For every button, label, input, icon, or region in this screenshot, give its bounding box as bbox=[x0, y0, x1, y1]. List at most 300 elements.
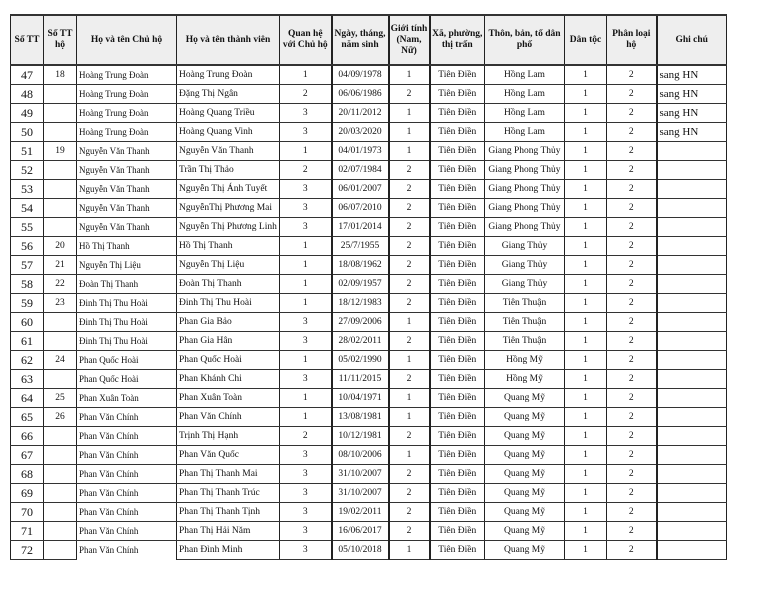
cell-so-tt-ho bbox=[44, 522, 77, 541]
cell-ghi-chu bbox=[657, 237, 727, 256]
cell-thanh-vien: Nguyễn Thị Phương Linh bbox=[177, 218, 280, 237]
cell-phan-loai: 2 bbox=[607, 313, 657, 332]
table-row bbox=[11, 237, 727, 256]
table-row bbox=[11, 313, 727, 332]
cell-xa-phuong: Tiên Điền bbox=[430, 65, 485, 85]
cell-ghi-chu bbox=[657, 446, 727, 465]
cell-gioi-tinh: 2 bbox=[389, 370, 430, 389]
cell-so-tt: 60 bbox=[11, 313, 44, 332]
cell-ghi-chu bbox=[657, 503, 727, 522]
cell-xa-phuong: Tiên Điền bbox=[430, 351, 485, 370]
cell-ngay-sinh: 02/07/1984 bbox=[332, 161, 389, 180]
cell-thanh-vien: Hoàng Trung Đoàn bbox=[177, 65, 280, 85]
cell-thon-ban: Hồng Mỹ bbox=[485, 351, 565, 370]
cell-quan-he: 3 bbox=[280, 522, 332, 541]
table-row bbox=[11, 332, 727, 351]
cell-so-tt: 70 bbox=[11, 503, 44, 522]
cell-so-tt: 47 bbox=[11, 65, 44, 85]
cell-gioi-tinh: 2 bbox=[389, 256, 430, 275]
cell-dan-toc: 1 bbox=[565, 123, 607, 142]
header-chu-ho: Họ và tên Chủ hộ bbox=[77, 15, 177, 65]
cell-ngay-sinh: 20/03/2020 bbox=[332, 123, 389, 142]
cell-so-tt: 50 bbox=[11, 123, 44, 142]
cell-quan-he: 2 bbox=[280, 85, 332, 104]
cell-thon-ban: Giang Phong Thủy bbox=[485, 142, 565, 161]
cell-chu-ho: Nguyễn Văn Thanh bbox=[77, 142, 177, 161]
cell-phan-loai: 2 bbox=[607, 180, 657, 199]
cell-thon-ban: Quang Mỹ bbox=[485, 465, 565, 484]
cell-ghi-chu bbox=[657, 427, 727, 446]
cell-thanh-vien: Nguyễn Thị Liệu bbox=[177, 256, 280, 275]
cell-ngay-sinh: 08/10/2006 bbox=[332, 446, 389, 465]
cell-so-tt: 69 bbox=[11, 484, 44, 503]
cell-so-tt-ho bbox=[44, 484, 77, 503]
cell-so-tt-ho bbox=[44, 85, 77, 104]
cell-thon-ban: Giang Phong Thủy bbox=[485, 218, 565, 237]
cell-ghi-chu bbox=[657, 313, 727, 332]
cell-so-tt: 67 bbox=[11, 446, 44, 465]
table-row bbox=[11, 199, 727, 218]
cell-thon-ban: Giang Phong Thủy bbox=[485, 199, 565, 218]
cell-so-tt-ho bbox=[44, 199, 77, 218]
cell-so-tt-ho bbox=[44, 503, 77, 522]
cell-xa-phuong: Tiên Điền bbox=[430, 541, 485, 560]
cell-ghi-chu bbox=[657, 465, 727, 484]
cell-phan-loai: 2 bbox=[607, 161, 657, 180]
table-row bbox=[11, 180, 727, 199]
cell-quan-he: 1 bbox=[280, 294, 332, 313]
cell-so-tt: 66 bbox=[11, 427, 44, 446]
cell-xa-phuong: Tiên Điền bbox=[430, 503, 485, 522]
cell-so-tt: 72 bbox=[11, 541, 44, 560]
cell-gioi-tinh: 1 bbox=[389, 104, 430, 123]
table-row bbox=[11, 161, 727, 180]
cell-quan-he: 3 bbox=[280, 503, 332, 522]
cell-phan-loai: 2 bbox=[607, 522, 657, 541]
cell-dan-toc: 1 bbox=[565, 180, 607, 199]
header-thon-ban: Thôn, bản, tổ dân phố bbox=[485, 15, 565, 65]
cell-thon-ban: Giang Thủy bbox=[485, 275, 565, 294]
cell-quan-he: 3 bbox=[280, 123, 332, 142]
cell-ngay-sinh: 25/7/1955 bbox=[332, 237, 389, 256]
cell-phan-loai: 2 bbox=[607, 275, 657, 294]
cell-dan-toc: 1 bbox=[565, 427, 607, 446]
cell-chu-ho: Phan Văn Chính bbox=[77, 465, 177, 484]
cell-so-tt-ho: 19 bbox=[44, 142, 77, 161]
cell-thanh-vien: Nguyễn Văn Thanh bbox=[177, 142, 280, 161]
cell-ngay-sinh: 06/07/2010 bbox=[332, 199, 389, 218]
cell-xa-phuong: Tiên Điền bbox=[430, 237, 485, 256]
cell-ngay-sinh: 04/01/1973 bbox=[332, 142, 389, 161]
table-row bbox=[11, 389, 727, 408]
cell-thanh-vien: NguyễnThị Phương Mai bbox=[177, 199, 280, 218]
cell-so-tt: 65 bbox=[11, 408, 44, 427]
cell-chu-ho: Nguyễn Văn Thanh bbox=[77, 161, 177, 180]
cell-so-tt-ho bbox=[44, 446, 77, 465]
cell-phan-loai: 2 bbox=[607, 389, 657, 408]
cell-dan-toc: 1 bbox=[565, 237, 607, 256]
cell-gioi-tinh: 2 bbox=[389, 180, 430, 199]
cell-ghi-chu bbox=[657, 332, 727, 351]
cell-thon-ban: Hồng Lam bbox=[485, 65, 565, 85]
table-row bbox=[11, 85, 727, 104]
cell-ngay-sinh: 05/02/1990 bbox=[332, 351, 389, 370]
cell-xa-phuong: Tiên Điền bbox=[430, 123, 485, 142]
cell-dan-toc: 1 bbox=[565, 446, 607, 465]
table-row bbox=[11, 275, 727, 294]
cell-ngay-sinh: 20/11/2012 bbox=[332, 104, 389, 123]
cell-thanh-vien: Phan Văn Chính bbox=[177, 408, 280, 427]
cell-ghi-chu bbox=[657, 484, 727, 503]
cell-so-tt-ho bbox=[44, 104, 77, 123]
cell-dan-toc: 1 bbox=[565, 275, 607, 294]
cell-dan-toc: 1 bbox=[565, 465, 607, 484]
cell-dan-toc: 1 bbox=[565, 85, 607, 104]
cell-dan-toc: 1 bbox=[565, 522, 607, 541]
cell-thanh-vien: Phan Quốc Hoài bbox=[177, 351, 280, 370]
cell-so-tt-ho: 23 bbox=[44, 294, 77, 313]
header-quan-he: Quan hệ với Chủ hộ bbox=[280, 15, 332, 65]
cell-so-tt-ho bbox=[44, 541, 77, 560]
table-row bbox=[11, 446, 727, 465]
cell-phan-loai: 2 bbox=[607, 237, 657, 256]
cell-so-tt: 55 bbox=[11, 218, 44, 237]
table-row bbox=[11, 123, 727, 142]
cell-thanh-vien: Đặng Thị Ngân bbox=[177, 85, 280, 104]
cell-dan-toc: 1 bbox=[565, 351, 607, 370]
table-row bbox=[11, 142, 727, 161]
cell-chu-ho: Nguyễn Văn Thanh bbox=[77, 180, 177, 199]
cell-dan-toc: 1 bbox=[565, 332, 607, 351]
cell-gioi-tinh: 2 bbox=[389, 161, 430, 180]
cell-gioi-tinh: 2 bbox=[389, 237, 430, 256]
cell-thon-ban: Quang Mỹ bbox=[485, 446, 565, 465]
cell-xa-phuong: Tiên Điền bbox=[430, 389, 485, 408]
cell-ghi-chu bbox=[657, 218, 727, 237]
cell-ghi-chu bbox=[657, 256, 727, 275]
cell-quan-he: 1 bbox=[280, 65, 332, 85]
cell-so-tt-ho bbox=[44, 180, 77, 199]
cell-ngay-sinh: 16/06/2017 bbox=[332, 522, 389, 541]
cell-so-tt-ho: 20 bbox=[44, 237, 77, 256]
cell-gioi-tinh: 2 bbox=[389, 275, 430, 294]
header-ghi-chu: Ghi chú bbox=[657, 15, 727, 65]
cell-thanh-vien: Hồ Thị Thanh bbox=[177, 237, 280, 256]
cell-xa-phuong: Tiên Điền bbox=[430, 484, 485, 503]
cell-phan-loai: 2 bbox=[607, 446, 657, 465]
cell-thon-ban: Quang Mỹ bbox=[485, 389, 565, 408]
cell-chu-ho: Hồ Thị Thanh bbox=[77, 237, 177, 256]
cell-ngay-sinh: 10/04/1971 bbox=[332, 389, 389, 408]
cell-thanh-vien: Phan Gia Bảo bbox=[177, 313, 280, 332]
cell-phan-loai: 2 bbox=[607, 123, 657, 142]
cell-ghi-chu bbox=[657, 541, 727, 560]
cell-ngay-sinh: 02/09/1957 bbox=[332, 275, 389, 294]
cell-gioi-tinh: 1 bbox=[389, 446, 430, 465]
cell-thon-ban: Hồng Lam bbox=[485, 104, 565, 123]
cell-ngay-sinh: 05/10/2018 bbox=[332, 541, 389, 560]
cell-chu-ho: Nguyễn Văn Thanh bbox=[77, 199, 177, 218]
cell-chu-ho: Phan Văn Chính bbox=[77, 408, 177, 427]
cell-thon-ban: Hồng Mỹ bbox=[485, 370, 565, 389]
cell-quan-he: 3 bbox=[280, 180, 332, 199]
cell-thanh-vien: Phan Đình Minh bbox=[177, 541, 280, 560]
cell-so-tt-ho: 26 bbox=[44, 408, 77, 427]
header-so-tt-ho: Số TT hộ bbox=[44, 15, 77, 65]
cell-xa-phuong: Tiên Điền bbox=[430, 522, 485, 541]
cell-thon-ban: Quang Mỹ bbox=[485, 484, 565, 503]
cell-chu-ho: Phan Quốc Hoài bbox=[77, 370, 177, 389]
cell-ngay-sinh: 31/10/2007 bbox=[332, 484, 389, 503]
cell-so-tt-ho bbox=[44, 370, 77, 389]
cell-gioi-tinh: 2 bbox=[389, 503, 430, 522]
cell-thon-ban: Giang Phong Thủy bbox=[485, 161, 565, 180]
table-row bbox=[11, 294, 727, 313]
cell-gioi-tinh: 1 bbox=[389, 541, 430, 560]
cell-xa-phuong: Tiên Điền bbox=[430, 199, 485, 218]
cell-thanh-vien: Phan Thị Thanh Trúc bbox=[177, 484, 280, 503]
cell-ngay-sinh: 28/02/2011 bbox=[332, 332, 389, 351]
cell-ghi-chu bbox=[657, 389, 727, 408]
cell-ngay-sinh: 04/09/1978 bbox=[332, 65, 389, 85]
cell-dan-toc: 1 bbox=[565, 104, 607, 123]
table-row bbox=[11, 351, 727, 370]
cell-thon-ban: Tiên Thuận bbox=[485, 332, 565, 351]
cell-gioi-tinh: 2 bbox=[389, 465, 430, 484]
cell-gioi-tinh: 2 bbox=[389, 85, 430, 104]
cell-thon-ban: Quang Mỹ bbox=[485, 522, 565, 541]
cell-gioi-tinh: 1 bbox=[389, 313, 430, 332]
cell-thon-ban: Tiên Thuận bbox=[485, 294, 565, 313]
cell-chu-ho: Hoàng Trung Đoàn bbox=[77, 65, 177, 85]
cell-ghi-chu bbox=[657, 275, 727, 294]
cell-phan-loai: 2 bbox=[607, 370, 657, 389]
cell-so-tt-ho bbox=[44, 218, 77, 237]
cell-chu-ho: Nguyễn Thị Liệu bbox=[77, 256, 177, 275]
cell-gioi-tinh: 1 bbox=[389, 123, 430, 142]
cell-gioi-tinh: 1 bbox=[389, 65, 430, 85]
cell-so-tt: 62 bbox=[11, 351, 44, 370]
cell-quan-he: 1 bbox=[280, 351, 332, 370]
cell-so-tt-ho: 22 bbox=[44, 275, 77, 294]
table-row bbox=[11, 522, 727, 541]
cell-chu-ho: Hoàng Trung Đoàn bbox=[77, 85, 177, 104]
cell-chu-ho: Phan Văn Chính bbox=[77, 522, 177, 541]
cell-quan-he: 1 bbox=[280, 275, 332, 294]
cell-dan-toc: 1 bbox=[565, 484, 607, 503]
cell-dan-toc: 1 bbox=[565, 408, 607, 427]
header-so-tt: Số TT bbox=[11, 15, 44, 65]
cell-ghi-chu bbox=[657, 142, 727, 161]
cell-ghi-chu bbox=[657, 199, 727, 218]
cell-chu-ho: Đinh Thị Thu Hoài bbox=[77, 294, 177, 313]
cell-so-tt: 63 bbox=[11, 370, 44, 389]
table-row bbox=[11, 503, 727, 522]
cell-phan-loai: 2 bbox=[607, 294, 657, 313]
cell-xa-phuong: Tiên Điền bbox=[430, 446, 485, 465]
table-row bbox=[11, 484, 727, 503]
cell-xa-phuong: Tiên Điền bbox=[430, 85, 485, 104]
cell-thanh-vien: Phan Thị Thanh Mai bbox=[177, 465, 280, 484]
household-member-table bbox=[10, 14, 727, 560]
cell-so-tt: 59 bbox=[11, 294, 44, 313]
cell-phan-loai: 2 bbox=[607, 65, 657, 85]
cell-quan-he: 1 bbox=[280, 237, 332, 256]
cell-phan-loai: 2 bbox=[607, 142, 657, 161]
cell-chu-ho: Đinh Thị Thu Hoài bbox=[77, 332, 177, 351]
cell-ngay-sinh: 18/12/1983 bbox=[332, 294, 389, 313]
cell-chu-ho: Phan Văn Chính bbox=[77, 484, 177, 503]
cell-chu-ho: Đoàn Thị Thanh bbox=[77, 275, 177, 294]
cell-thanh-vien: Phan Gia Hân bbox=[177, 332, 280, 351]
cell-chu-ho: Phan Quốc Hoài bbox=[77, 351, 177, 370]
cell-so-tt: 51 bbox=[11, 142, 44, 161]
cell-thanh-vien: Phan Thị Hải Năm bbox=[177, 522, 280, 541]
cell-quan-he: 3 bbox=[280, 104, 332, 123]
cell-so-tt: 56 bbox=[11, 237, 44, 256]
cell-phan-loai: 2 bbox=[607, 218, 657, 237]
cell-thanh-vien: Hoàng Quang Triều bbox=[177, 104, 280, 123]
cell-quan-he: 1 bbox=[280, 389, 332, 408]
cell-ngay-sinh: 06/01/2007 bbox=[332, 180, 389, 199]
cell-so-tt: 52 bbox=[11, 161, 44, 180]
cell-gioi-tinh: 2 bbox=[389, 484, 430, 503]
cell-thon-ban: Giang Thủy bbox=[485, 237, 565, 256]
cell-ghi-chu bbox=[657, 408, 727, 427]
cell-quan-he: 3 bbox=[280, 541, 332, 560]
cell-phan-loai: 2 bbox=[607, 104, 657, 123]
cell-thanh-vien: Đinh Thị Thu Hoài bbox=[177, 294, 280, 313]
cell-xa-phuong: Tiên Điền bbox=[430, 465, 485, 484]
cell-thon-ban: Giang Thủy bbox=[485, 256, 565, 275]
cell-quan-he: 3 bbox=[280, 313, 332, 332]
cell-dan-toc: 1 bbox=[565, 503, 607, 522]
cell-xa-phuong: Tiên Điền bbox=[430, 275, 485, 294]
cell-quan-he: 1 bbox=[280, 142, 332, 161]
cell-so-tt: 71 bbox=[11, 522, 44, 541]
table-row bbox=[11, 465, 727, 484]
cell-quan-he: 3 bbox=[280, 332, 332, 351]
cell-ngay-sinh: 17/01/2014 bbox=[332, 218, 389, 237]
cell-thon-ban: Quang Mỹ bbox=[485, 503, 565, 522]
cell-quan-he: 1 bbox=[280, 408, 332, 427]
cell-so-tt: 49 bbox=[11, 104, 44, 123]
cell-phan-loai: 2 bbox=[607, 85, 657, 104]
cell-chu-ho: Phan Văn Chính bbox=[77, 541, 177, 560]
header-gioi-tinh: Giới tính (Nam, Nữ) bbox=[389, 15, 430, 65]
table-row bbox=[11, 541, 727, 560]
cell-phan-loai: 2 bbox=[607, 484, 657, 503]
cell-xa-phuong: Tiên Điền bbox=[430, 161, 485, 180]
cell-so-tt: 57 bbox=[11, 256, 44, 275]
cell-so-tt: 58 bbox=[11, 275, 44, 294]
table-row bbox=[11, 218, 727, 237]
cell-quan-he: 3 bbox=[280, 199, 332, 218]
cell-xa-phuong: Tiên Điền bbox=[430, 256, 485, 275]
cell-quan-he: 3 bbox=[280, 465, 332, 484]
table-row bbox=[11, 408, 727, 427]
cell-ngay-sinh: 11/11/2015 bbox=[332, 370, 389, 389]
table-row bbox=[11, 427, 727, 446]
cell-phan-loai: 2 bbox=[607, 199, 657, 218]
cell-ghi-chu bbox=[657, 370, 727, 389]
cell-so-tt-ho: 21 bbox=[44, 256, 77, 275]
cell-chu-ho: Phan Văn Chính bbox=[77, 427, 177, 446]
cell-thanh-vien: Trần Thị Thảo bbox=[177, 161, 280, 180]
cell-phan-loai: 2 bbox=[607, 465, 657, 484]
cell-thon-ban: Hồng Lam bbox=[485, 85, 565, 104]
cell-so-tt-ho bbox=[44, 465, 77, 484]
cell-xa-phuong: Tiên Điền bbox=[430, 370, 485, 389]
cell-quan-he: 3 bbox=[280, 446, 332, 465]
cell-so-tt: 68 bbox=[11, 465, 44, 484]
cell-ghi-chu: sang HN bbox=[657, 104, 727, 123]
cell-thon-ban: Quang Mỹ bbox=[485, 408, 565, 427]
cell-so-tt-ho bbox=[44, 313, 77, 332]
cell-so-tt: 53 bbox=[11, 180, 44, 199]
cell-gioi-tinh: 1 bbox=[389, 142, 430, 161]
cell-phan-loai: 2 bbox=[607, 332, 657, 351]
cell-xa-phuong: Tiên Điền bbox=[430, 427, 485, 446]
cell-so-tt-ho bbox=[44, 332, 77, 351]
cell-ghi-chu: sang HN bbox=[657, 85, 727, 104]
data-table bbox=[10, 14, 727, 560]
cell-thanh-vien: Phan Xuân Toàn bbox=[177, 389, 280, 408]
cell-ghi-chu bbox=[657, 351, 727, 370]
cell-ghi-chu: sang HN bbox=[657, 65, 727, 85]
cell-so-tt-ho bbox=[44, 161, 77, 180]
cell-chu-ho: Đinh Thị Thu Hoài bbox=[77, 313, 177, 332]
table-row bbox=[11, 104, 727, 123]
cell-chu-ho: Phan Văn Chính bbox=[77, 503, 177, 522]
cell-xa-phuong: Tiên Điền bbox=[430, 294, 485, 313]
cell-quan-he: 3 bbox=[280, 218, 332, 237]
cell-xa-phuong: Tiên Điền bbox=[430, 142, 485, 161]
cell-ngay-sinh: 06/06/1986 bbox=[332, 85, 389, 104]
cell-phan-loai: 2 bbox=[607, 541, 657, 560]
cell-dan-toc: 1 bbox=[565, 199, 607, 218]
cell-quan-he: 2 bbox=[280, 161, 332, 180]
cell-so-tt: 64 bbox=[11, 389, 44, 408]
cell-thon-ban: Tiên Thuận bbox=[485, 313, 565, 332]
cell-ngay-sinh: 31/10/2007 bbox=[332, 465, 389, 484]
cell-chu-ho: Hoàng Trung Đoàn bbox=[77, 123, 177, 142]
cell-thanh-vien: Trịnh Thị Hạnh bbox=[177, 427, 280, 446]
cell-thanh-vien: Phan Khánh Chi bbox=[177, 370, 280, 389]
cell-gioi-tinh: 2 bbox=[389, 199, 430, 218]
table-row bbox=[11, 370, 727, 389]
cell-so-tt: 54 bbox=[11, 199, 44, 218]
cell-thon-ban: Hồng Lam bbox=[485, 123, 565, 142]
header-dan-toc: Dân tộc bbox=[565, 15, 607, 65]
cell-phan-loai: 2 bbox=[607, 351, 657, 370]
cell-ngay-sinh: 27/09/2006 bbox=[332, 313, 389, 332]
cell-thon-ban: Quang Mỹ bbox=[485, 427, 565, 446]
cell-thon-ban: Quang Mỹ bbox=[485, 541, 565, 560]
cell-ghi-chu bbox=[657, 161, 727, 180]
cell-ngay-sinh: 10/12/1981 bbox=[332, 427, 389, 446]
cell-ghi-chu: sang HN bbox=[657, 123, 727, 142]
cell-xa-phuong: Tiên Điền bbox=[430, 408, 485, 427]
cell-so-tt-ho bbox=[44, 427, 77, 446]
cell-gioi-tinh: 2 bbox=[389, 294, 430, 313]
cell-gioi-tinh: 1 bbox=[389, 351, 430, 370]
cell-dan-toc: 1 bbox=[565, 389, 607, 408]
table-row bbox=[11, 65, 727, 85]
cell-xa-phuong: Tiên Điền bbox=[430, 104, 485, 123]
cell-so-tt-ho: 24 bbox=[44, 351, 77, 370]
cell-gioi-tinh: 1 bbox=[389, 408, 430, 427]
